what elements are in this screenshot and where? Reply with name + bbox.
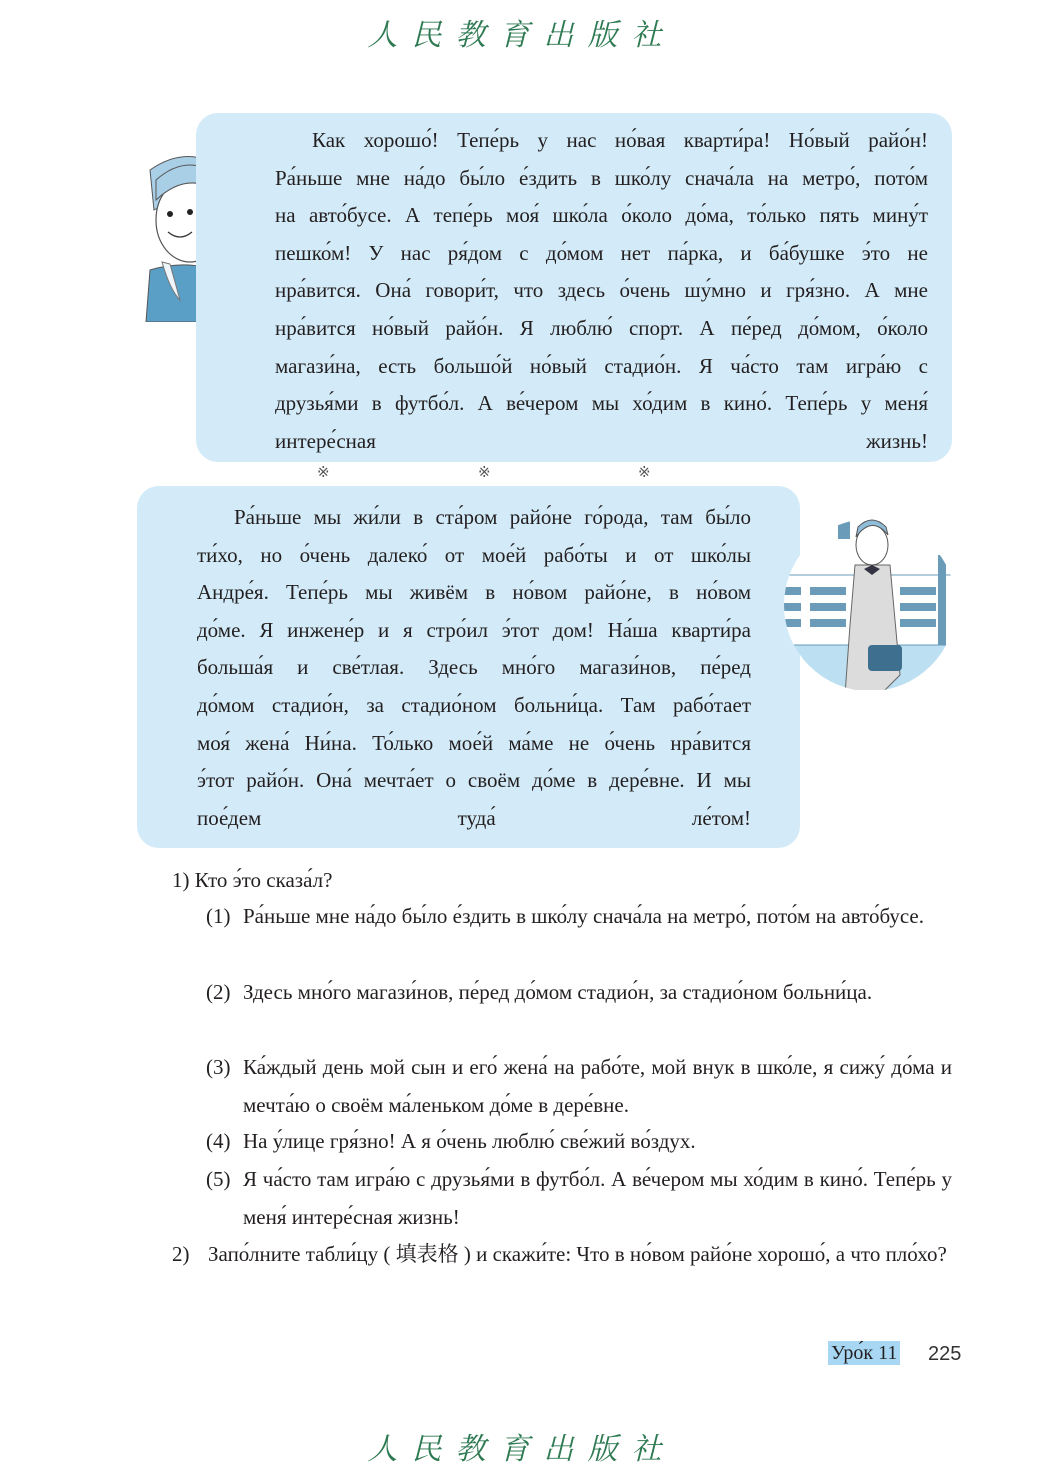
item-text: Ка́ждый день мой сын и его́ жена́ на рабо́те, мой внук в шко́ле, я сижу́ до́ма и мечта́ю о своём ма́леньком до́ме в дере́вне. [243,1055,952,1117]
publisher-logo-top: 人民教育出版社 [367,18,676,53]
item-number: (1) [206,904,231,928]
text-line: Андре́я. Тепе́рь мы живём в но́вом райо́не, в но́вом [197,580,751,605]
text-line: ти́хо, но о́чень далеко́ от мое́й рабо́ты и от шко́лы [197,542,751,567]
exercise-number: 1) [172,868,190,892]
boy-monologue [275,122,928,460]
text-line: пое́дем туда́ ле́том! [197,805,751,830]
text-line: Ра́ньше мы жи́ли в ста́ром райо́не го́рода, там бы́ло [234,505,751,529]
exercise-2 [172,1236,952,1274]
text-line: моя́ жена́ Ни́на. То́лько мое́й ма́ме не о́чень нра́вится [197,730,751,755]
text-line: нра́вится. Она́ говори́т, что здесь о́чень шу́мно и гря́зно. А мне [275,278,928,303]
text-line: э́тот райо́н. Она́ мечта́ет о своём до́ме в дере́вне. И мы [197,768,751,793]
item-number: (4) [206,1129,231,1153]
separator-mark: ※ [638,465,651,481]
text-line: до́ме. Я инжене́р и я стро́ил э́тот дом! На́ша кварти́ра [197,617,751,642]
exercise-item [206,974,952,1012]
text-line: магази́на, есть большо́й но́вый стадио́н. Я ча́сто там игра́ю с [275,353,928,378]
exercise-item [206,1123,952,1161]
exercise-item [206,1049,952,1124]
item-text: Здесь мно́го магази́нов, пе́ред до́мом стадио́н, за стадио́ном больни́ца. [243,980,873,1004]
exercise-2-text: Запо́лните табли́цу ( 填表格 ) и скажи́те: Что в но́вом райо́не хорошо́, а что пло́хо? [208,1242,947,1266]
item-number: (3) [206,1055,231,1079]
exercise-1-heading [172,862,332,900]
exercise-number: 2) [172,1242,190,1266]
text-line: Ра́ньше мне на́до бы́ло е́здить в шко́лу снача́ла на метро́, пото́м [275,165,928,190]
separator-mark: ※ [317,465,330,481]
text-line: интере́сная жизнь! [275,428,928,453]
father-illustration-icon [760,505,955,690]
exercise-question: Кто э́то сказа́л? [194,868,333,892]
item-text: Ра́ньше мне на́до бы́ло е́здить в шко́лу снача́ла на метро́, пото́м на авто́бусе. [243,904,924,928]
item-number: (2) [206,980,231,1004]
lesson-label: Уро́к 11 [828,1341,900,1365]
text-line: Как хорошо́! Тепе́рь у нас но́вая кварти́ра! Но́вый райо́н! [312,128,928,152]
text-line: до́мом стадио́н, за стадио́ном больни́ца. Там рабо́тает [197,692,751,717]
text-line: на авто́бусе. А тепе́рь моя́ шко́ла о́коло до́ма, то́лько пять мину́т [275,203,928,228]
separator-mark: ※ [478,465,491,481]
exercise-item [206,898,952,936]
item-text: Я ча́сто там игра́ю с друзья́ми в футбо́л. А ве́чером мы хо́дим в кино́. Тепе́рь у меня́ интере́сная жизнь! [243,1167,952,1229]
text-line: нра́вится но́вый райо́н. Я люблю́ спорт. А пе́ред до́мом, о́коло [275,315,928,340]
exercise-item [206,1161,952,1236]
item-text: На у́лице гря́зно! А я о́чень люблю́ све́жий во́здух. [243,1129,696,1153]
publisher-logo-bottom: 人民教育出版社 [367,1432,676,1467]
father-monologue [197,499,751,837]
item-number: (5) [206,1167,231,1191]
page-footer [828,1342,962,1365]
text-line: друзья́ми в футбо́л. А ве́чером мы хо́дим в кино́. Тепе́рь у меня́ [275,391,928,416]
text-line: пешко́м! У нас ря́дом с до́мом нет па́рка, и ба́бушке э́то не [275,240,928,265]
text-line: больша́я и све́тлая. Здесь мно́го магази́нов, пе́ред [197,655,751,680]
page-number: 225 [928,1343,962,1365]
